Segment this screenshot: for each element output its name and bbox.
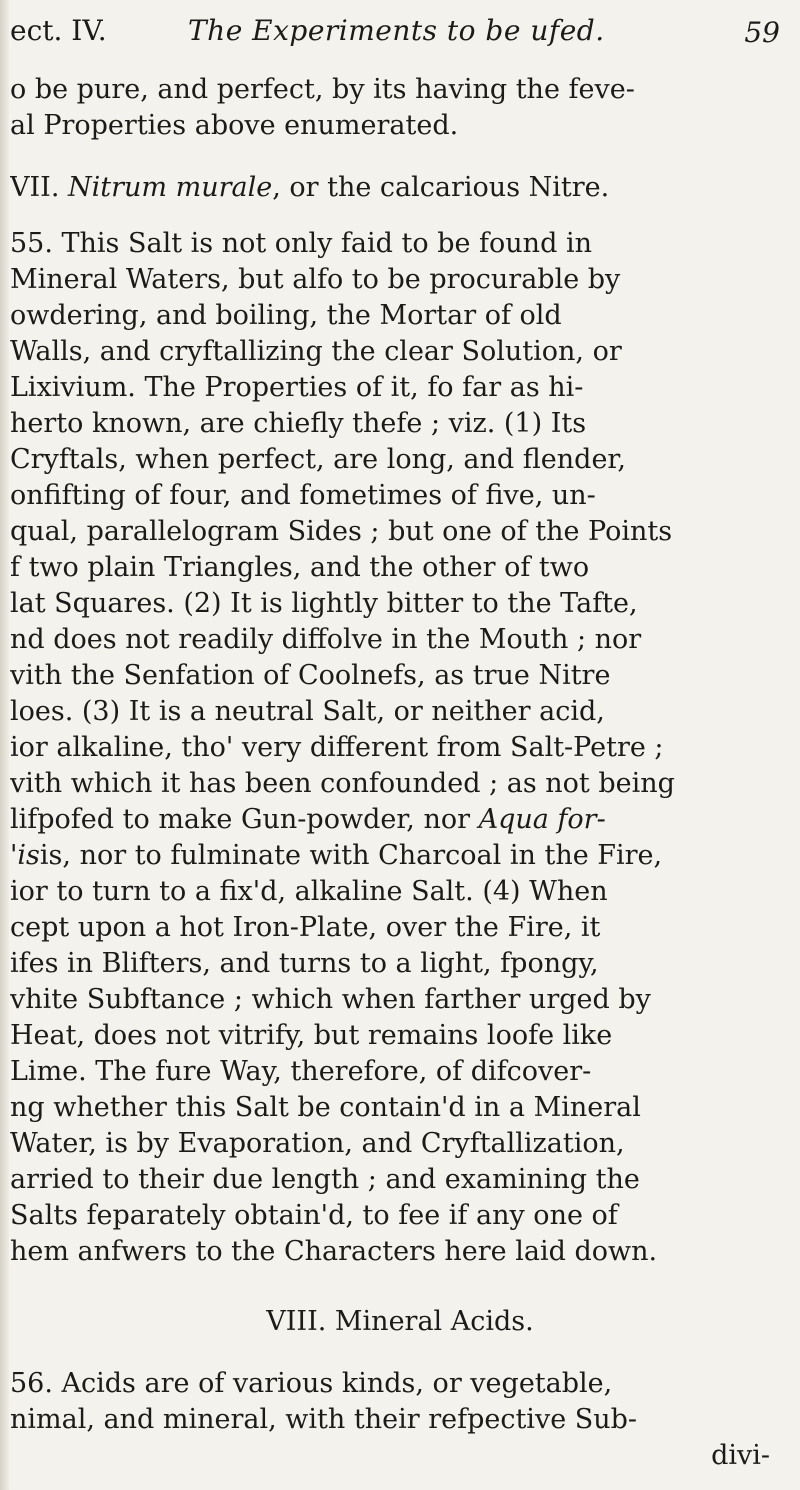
- text-line: Walls, and cryftallizing the clear Solution, or: [10, 336, 622, 367]
- text-line: qual, parallelogram Sides ; but one of the Points: [10, 516, 673, 547]
- text-line: al Properties above enumerated.: [10, 110, 459, 141]
- text-line: Lime. The fure Way, therefore, of difcover-: [10, 1056, 592, 1087]
- text-line: owdering, and boiling, the Mortar of old: [10, 300, 562, 331]
- text-line: ifes in Blifters, and turns to a light, fpongy,: [10, 948, 599, 979]
- section-numeral: VII.: [10, 172, 60, 203]
- running-header: [10, 14, 780, 64]
- section-heading-viii: VIII. Mineral Acids.: [266, 1306, 534, 1337]
- text-line: herto known, are chiefly thefe ; viz. (1) Its: [10, 408, 587, 439]
- text-line: hem anfwers to the Characters here laid down.: [10, 1236, 658, 1267]
- section-label: ect. IV.: [10, 14, 107, 47]
- text-line: lat Squares. (2) It is lightly bitter to the Tafte,: [10, 588, 638, 619]
- text-line: o be pure, and perfect, by its having the feve-: [10, 74, 635, 105]
- text-line: nd does not readily diffolve in the Mouth ; nor: [10, 624, 642, 655]
- text-line: arried to their due length ; and examining the: [10, 1164, 640, 1195]
- section-heading-vii: [10, 170, 770, 206]
- running-title: The Experiments to be ufed.: [188, 14, 605, 47]
- text-line: cept upon a hot Iron-Plate, over the Fire, it: [10, 912, 601, 943]
- text-line: f two plain Triangles, and the other of two: [10, 552, 590, 583]
- text-segment: is, nor to fulminate with Charcoal in the Fire,: [39, 840, 663, 871]
- section-title-rest: , or the calcarious Nitre.: [272, 172, 610, 203]
- text-line: Mineral Waters, but alfo to be procurable by: [10, 264, 621, 295]
- text-line: vhite Subftance ; which when farther urged by: [10, 984, 651, 1015]
- text-line: ior alkaline, tho' very different from Salt-Petre ;: [10, 732, 664, 763]
- catchword: divi-: [711, 1440, 770, 1471]
- text-line-with-italic: [10, 838, 770, 874]
- italic-term: Aqua for-: [478, 804, 606, 835]
- text-line: Heat, does not vitrify, but remains loofe like: [10, 1020, 613, 1051]
- italic-term-cont: 'is: [10, 840, 40, 871]
- text-line: nimal, and mineral, with their refpective Sub-: [10, 1404, 638, 1435]
- text-line: onfifting of four, and fometimes of five, un-: [10, 480, 596, 511]
- text-line: vith the Senfation of Coolnefs, as true Nitre: [10, 660, 611, 691]
- text-line: 55. This Salt is not only faid to be found in: [10, 228, 592, 259]
- text-line: Lixivium. The Properties of it, fo far as hi-: [10, 372, 584, 403]
- text-line: loes. (3) It is a neutral Salt, or neither acid,: [10, 696, 605, 727]
- text-line: 56. Acids are of various kinds, or vegetable,: [10, 1368, 613, 1399]
- binding-edge: [0, 0, 9, 1490]
- text-line: Water, is by Evaporation, and Cryftallization,: [10, 1128, 625, 1159]
- text-line: ng whether this Salt be contain'd in a Mineral: [10, 1092, 641, 1123]
- text-line-with-italic: [10, 802, 770, 838]
- text-line: Salts feparately obtain'd, to fee if any one of: [10, 1200, 618, 1231]
- section-title-italic: Nitrum murale: [68, 172, 273, 203]
- text-segment: lifpofed to make Gun-powder, nor: [10, 804, 479, 835]
- text-line: vith which it has been confounded ; as not being: [10, 768, 675, 799]
- page-number: 59: [744, 16, 780, 49]
- text-line: Cryftals, when perfect, are long, and flender,: [10, 444, 626, 475]
- text-line: ior to turn to a fix'd, alkaline Salt. (4) When: [10, 876, 608, 907]
